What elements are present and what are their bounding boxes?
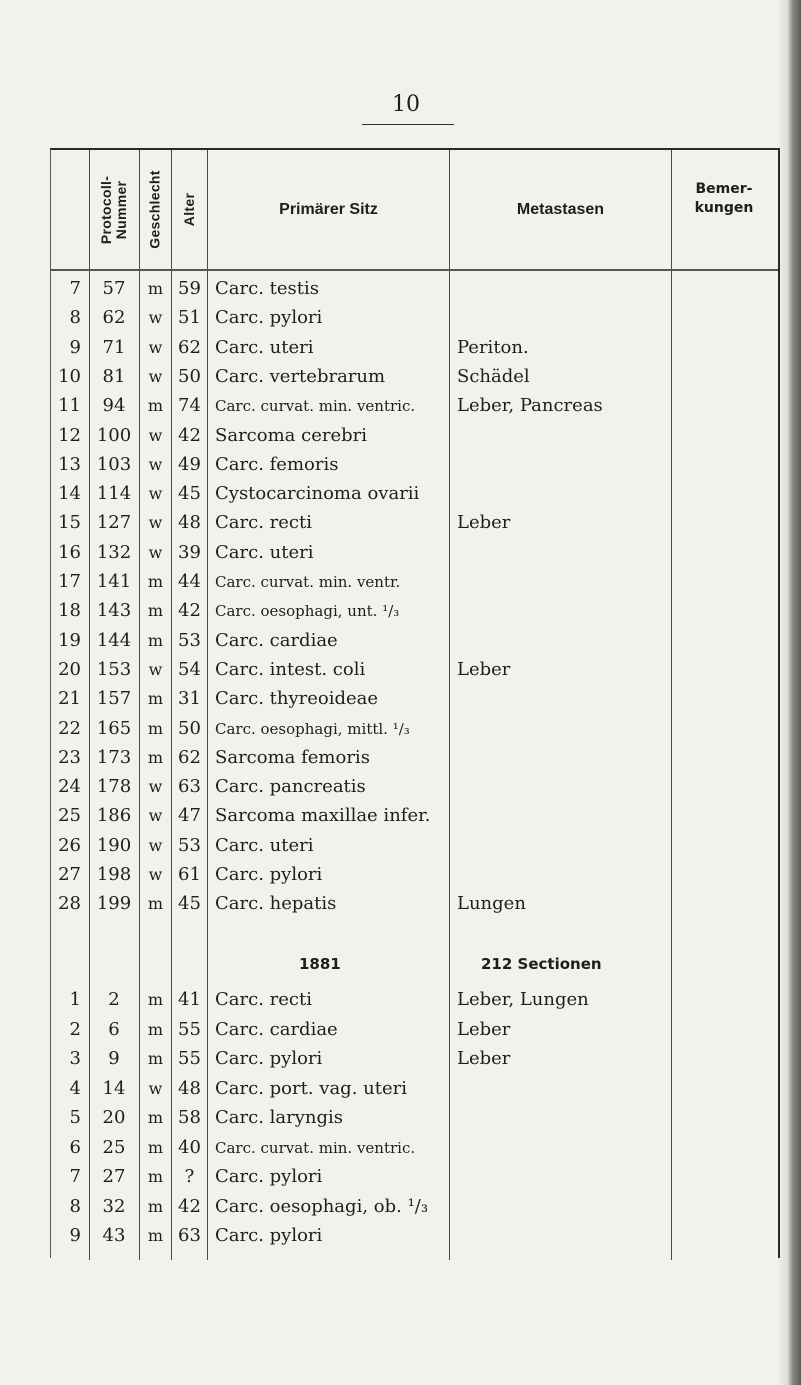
table-row (51, 986, 781, 1014)
cell-row-number: 3 (69, 1048, 81, 1069)
cell-age: 42 (178, 424, 201, 446)
cell-primary-site: Carc. oesophagi, mittl. ¹/₃ (215, 719, 410, 738)
table-row (51, 1104, 781, 1132)
cell-sex: m (147, 601, 164, 621)
cell-primary-site: Carc. pylori (215, 1225, 323, 1246)
cell-protocol-number: 157 (96, 688, 132, 710)
header-protocol-number (90, 152, 139, 267)
cell-primary-site: Carc. hepatis (215, 893, 337, 915)
cell-age: 41 (178, 989, 201, 1010)
cell-row-number: 7 (69, 278, 81, 299)
table-row (51, 890, 781, 918)
section-count: 212 Sectionen (481, 955, 602, 973)
cell-sex: w (148, 835, 163, 855)
cell-protocol-number: 9 (108, 1048, 120, 1069)
cell-sex: w (148, 659, 163, 679)
cell-sex: w (148, 425, 163, 445)
cell-protocol-number: 100 (96, 424, 132, 446)
cell-sex: m (147, 279, 164, 298)
table-row (51, 832, 781, 860)
table-row (51, 1193, 781, 1221)
cell-protocol-number: 20 (102, 1107, 126, 1128)
cell-age: 48 (178, 1077, 201, 1099)
cell-sex: m (147, 1226, 164, 1245)
cell-age: 44 (178, 571, 201, 592)
cell-age: 55 (178, 1018, 201, 1040)
table-row (51, 509, 781, 537)
cell-sex: w (148, 454, 163, 474)
cell-protocol-number: 14 (102, 1077, 126, 1099)
cell-age: 53 (178, 834, 201, 856)
cell-primary-site: Sarcoma maxillae infer. (215, 805, 431, 827)
cell-age: 59 (178, 278, 201, 299)
cell-sex: m (147, 572, 164, 591)
cell-row-number: 19 (58, 629, 81, 651)
cell-row-number: 8 (69, 307, 81, 329)
cell-metastases: Leber (457, 512, 511, 534)
cell-primary-site: Carc. uteri (215, 336, 314, 358)
cell-primary-site: Carc. curvat. min. ventric. (215, 1138, 416, 1157)
cell-age: 74 (178, 395, 201, 417)
cell-primary-site: Carc. vertebrarum (215, 365, 386, 387)
cell-protocol-number: 2 (108, 989, 120, 1010)
table-row (51, 773, 781, 801)
cell-sex: w (148, 337, 163, 357)
cell-sex: w (148, 513, 163, 533)
cell-protocol-number: 165 (96, 717, 132, 739)
cell-protocol-number: 25 (102, 1136, 126, 1158)
header-sex (140, 152, 171, 267)
cell-age: 51 (178, 307, 201, 329)
cell-row-number: 21 (58, 688, 81, 710)
cell-primary-site: Carc. laryngis (215, 1107, 344, 1128)
cell-age: 40 (178, 1136, 201, 1158)
cell-age: 42 (178, 1195, 201, 1217)
cell-sex: m (147, 718, 164, 738)
cell-row-number: 7 (69, 1166, 81, 1187)
cell-sex: w (148, 1078, 163, 1098)
cell-primary-site: Carc. pancreatis (215, 776, 366, 798)
cell-row-number: 24 (58, 776, 81, 798)
cell-age: 53 (178, 629, 201, 651)
cell-protocol-number: 132 (96, 541, 132, 563)
table-row (51, 480, 781, 508)
cell-age: 63 (178, 776, 201, 798)
cell-protocol-number: 198 (96, 864, 132, 885)
cell-primary-site: Carc. port. vag. uteri (215, 1077, 407, 1099)
table-row (51, 363, 781, 391)
cell-age: 50 (178, 365, 201, 387)
table-row (51, 744, 781, 772)
cell-row-number: 13 (58, 453, 81, 475)
cell-primary-site: Carc. oesophagi, ob. ¹/₃ (215, 1195, 429, 1217)
cell-protocol-number: 32 (102, 1195, 126, 1217)
cell-age: 54 (178, 658, 201, 680)
cell-primary-site: Carc. uteri (215, 834, 314, 856)
cell-row-number: 28 (58, 893, 81, 915)
cell-metastases: Lungen (457, 893, 526, 915)
cell-row-number: 15 (58, 512, 81, 534)
cell-primary-site: Carc. pylori (215, 307, 323, 329)
cell-age: 63 (178, 1225, 201, 1246)
cell-primary-site: Carc. uteri (215, 541, 314, 563)
section-header-1881 (51, 950, 781, 978)
cell-sex: w (148, 366, 163, 386)
cell-primary-site: Sarcoma cerebri (215, 424, 367, 446)
cell-primary-site: Carc. oesophagi, unt. ¹/₃ (215, 602, 400, 621)
cell-age: 62 (178, 746, 201, 768)
cell-primary-site: Carc. pylori (215, 864, 323, 885)
table-row (51, 392, 781, 420)
cell-protocol-number: 178 (96, 776, 132, 798)
cell-age: 47 (178, 805, 201, 827)
cell-age: 55 (178, 1048, 201, 1069)
cell-sex: w (148, 777, 163, 797)
table-row (51, 451, 781, 479)
cell-primary-site: Carc. recti (215, 512, 312, 534)
cell-protocol-number: 186 (96, 805, 132, 827)
cell-row-number: 18 (58, 600, 81, 622)
cell-sex: m (147, 1019, 164, 1039)
cell-primary-site: Carc. thyreoideae (215, 688, 379, 710)
cell-row-number: 16 (58, 541, 81, 563)
table-row (51, 422, 781, 450)
cell-row-number: 2 (69, 1018, 81, 1040)
table-row (51, 685, 781, 713)
cell-row-number: 10 (58, 365, 81, 387)
table-row (51, 597, 781, 625)
cell-row-number: 17 (58, 571, 81, 592)
cell-sex: w (148, 806, 163, 826)
cell-row-number: 22 (58, 717, 81, 739)
cell-row-number: 9 (69, 336, 81, 358)
cell-primary-site: Carc. curvat. min. ventr. (215, 573, 401, 591)
cell-sex: w (148, 308, 163, 328)
cell-protocol-number: 62 (102, 307, 126, 329)
cell-primary-site: Carc. pylori (215, 1048, 323, 1069)
cell-sex: w (148, 484, 163, 504)
cell-row-number: 11 (58, 395, 81, 417)
header-metastases: Metastasen (516, 200, 605, 218)
cell-protocol-number: 190 (96, 834, 132, 856)
cell-sex: m (147, 1049, 164, 1068)
page-binding-edge (787, 0, 801, 1385)
cell-sex: m (147, 990, 164, 1009)
cell-protocol-number: 27 (102, 1166, 126, 1187)
header-protocol-number-label: Protocoll-Nummer (98, 175, 130, 244)
cell-row-number: 26 (58, 834, 81, 856)
cell-row-number: 23 (58, 746, 81, 768)
cell-sex: m (147, 894, 164, 914)
cell-primary-site: Carc. pylori (215, 1166, 323, 1187)
header-remarks (672, 172, 776, 260)
cell-primary-site: Carc. testis (215, 278, 319, 299)
cell-age: 45 (178, 893, 201, 915)
cell-metastases: Schädel (457, 365, 530, 387)
cell-primary-site: Carc. recti (215, 989, 312, 1010)
autopsy-table (50, 148, 780, 1258)
cell-primary-site: Carc. cardiae (215, 1018, 338, 1040)
table-row (51, 1045, 781, 1073)
cell-metastases: Leber, Lungen (457, 989, 589, 1010)
cell-primary-site: Carc. intest. coli (215, 658, 366, 680)
cell-primary-site: Carc. cardiae (215, 629, 338, 651)
table-row (51, 1134, 781, 1162)
table-row (51, 656, 781, 684)
cell-protocol-number: 71 (102, 336, 126, 358)
table-row (51, 1163, 781, 1191)
cell-row-number: 5 (69, 1107, 81, 1128)
cell-sex: m (147, 1137, 164, 1157)
cell-sex: m (147, 396, 164, 416)
cell-row-number: 4 (69, 1077, 81, 1099)
header-separator (51, 269, 778, 271)
cell-age: 62 (178, 336, 201, 358)
table-row (51, 568, 781, 596)
cell-protocol-number: 103 (96, 453, 132, 475)
cell-sex: w (148, 542, 163, 562)
cell-sex: m (147, 689, 164, 709)
cell-age: 50 (178, 717, 201, 739)
cell-age: 61 (178, 864, 201, 885)
cell-metastases: Periton. (457, 336, 529, 358)
cell-protocol-number: 81 (102, 365, 126, 387)
header-age (172, 152, 207, 267)
cell-row-number: 6 (69, 1136, 81, 1158)
cell-protocol-number: 127 (96, 512, 132, 534)
cell-sex: m (147, 1167, 164, 1186)
cell-age: 39 (178, 541, 201, 563)
cell-age: 45 (178, 483, 201, 505)
cell-sex: m (147, 630, 164, 650)
cell-protocol-number: 6 (108, 1018, 120, 1040)
cell-protocol-number: 141 (96, 571, 132, 592)
cell-metastases: Leber (457, 658, 511, 680)
cell-row-number: 20 (58, 658, 81, 680)
page-number-rule (362, 124, 454, 125)
table-row (51, 1222, 781, 1250)
cell-protocol-number: 43 (102, 1225, 126, 1246)
cell-metastases: Leber, Pancreas (457, 395, 603, 417)
cell-sex: w (148, 865, 163, 884)
cell-protocol-number: 173 (96, 746, 132, 768)
cell-protocol-number: 143 (96, 600, 132, 622)
cell-row-number: 8 (69, 1195, 81, 1217)
table-row (51, 275, 781, 303)
cell-metastases: Leber (457, 1048, 511, 1069)
section-year: 1881 (299, 955, 341, 973)
cell-age: 58 (178, 1107, 201, 1128)
table-row (51, 1016, 781, 1044)
cell-sex: m (147, 747, 164, 767)
cell-sex: m (147, 1196, 164, 1216)
cell-primary-site: Sarcoma femoris (215, 746, 370, 768)
cell-age: 42 (178, 600, 201, 622)
page-number: 10 (392, 92, 420, 117)
cell-age: ? (184, 1166, 195, 1187)
table-row (51, 539, 781, 567)
cell-primary-site: Carc. curvat. min. ventric. (215, 397, 416, 416)
cell-sex: m (147, 1108, 164, 1127)
table-row (51, 802, 781, 830)
cell-row-number: 14 (58, 483, 81, 505)
cell-age: 48 (178, 512, 201, 534)
cell-primary-site: Carc. femoris (215, 453, 339, 475)
cell-age: 49 (178, 453, 201, 475)
cell-protocol-number: 153 (96, 658, 132, 680)
cell-metastases: Leber (457, 1018, 511, 1040)
cell-row-number: 9 (69, 1225, 81, 1246)
cell-protocol-number: 199 (96, 893, 132, 915)
cell-protocol-number: 94 (102, 395, 126, 417)
cell-row-number: 25 (58, 805, 81, 827)
cell-row-number: 1 (69, 989, 81, 1010)
table-row (51, 861, 781, 889)
cell-protocol-number: 57 (102, 278, 126, 299)
table-row (51, 304, 781, 332)
cell-row-number: 12 (58, 424, 81, 446)
table-row (51, 715, 781, 743)
cell-protocol-number: 144 (96, 629, 132, 651)
binding-shadow (777, 0, 787, 1385)
cell-protocol-number: 114 (96, 483, 132, 505)
cell-primary-site: Cystocarcinoma ovarii (215, 483, 420, 505)
table-row (51, 1075, 781, 1103)
header-remarks-label: Bemer-kungen (694, 181, 754, 216)
header-primary-site: Primärer Sitz (279, 200, 378, 218)
table-row (51, 627, 781, 655)
header-age-label: Alter (181, 192, 197, 227)
cell-row-number: 27 (58, 864, 81, 885)
cell-age: 31 (178, 688, 201, 710)
table-row (51, 334, 781, 362)
header-sex-label: Geschlecht (147, 170, 164, 249)
